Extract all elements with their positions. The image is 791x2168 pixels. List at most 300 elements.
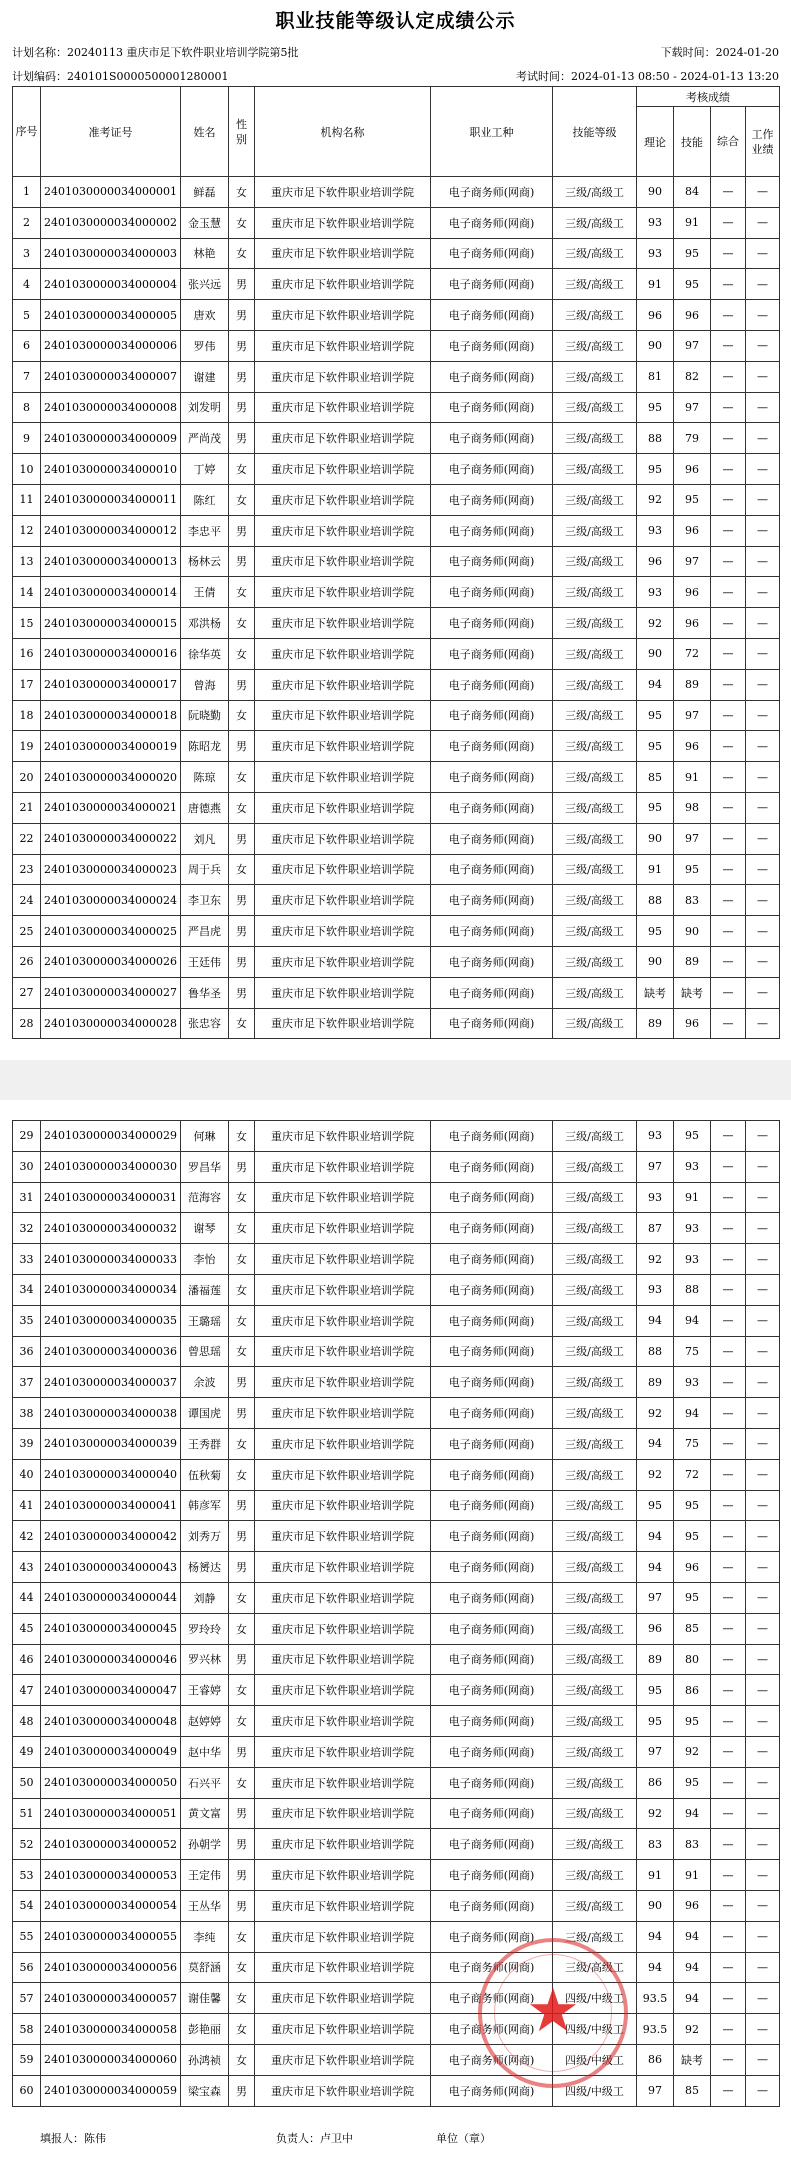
- cell-name: 刘凡: [181, 823, 229, 854]
- cell-theory: 88: [637, 885, 674, 916]
- cell-gender: 女: [229, 577, 255, 608]
- cell-job: 电子商务师(网商): [431, 238, 553, 269]
- cell-job: 电子商务师(网商): [431, 1582, 553, 1613]
- cell-ticket: 2401030000034000009: [41, 423, 181, 454]
- cell-skill: 93: [674, 1244, 711, 1275]
- cell-perf: —: [746, 1521, 780, 1552]
- cell-org: 重庆市足下软件职业培训学院: [255, 946, 431, 977]
- cell-org: 重庆市足下软件职业培训学院: [255, 2075, 431, 2106]
- cell-job: 电子商务师(网商): [431, 423, 553, 454]
- cell-theory: 94: [637, 1305, 674, 1336]
- cell-gender: 女: [229, 1428, 255, 1459]
- cell-org: 重庆市足下软件职业培训学院: [255, 1952, 431, 1983]
- cell-level: 三级/高级工: [553, 1736, 637, 1767]
- table-row: [13, 1213, 780, 1244]
- cell-org: 重庆市足下软件职业培训学院: [255, 1244, 431, 1275]
- cell-gender: 女: [229, 1767, 255, 1798]
- cell-perf: —: [746, 1336, 780, 1367]
- cell-perf: —: [746, 392, 780, 423]
- col-level: 技能等级: [553, 87, 637, 177]
- cell-level: 三级/高级工: [553, 361, 637, 392]
- col-performance: 工作业绩: [746, 107, 780, 177]
- table-row: [13, 608, 780, 639]
- cell-job: 电子商务师(网商): [431, 1521, 553, 1552]
- col-comprehensive: 综合: [711, 107, 746, 177]
- cell-org: 重庆市足下软件职业培训学院: [255, 977, 431, 1008]
- cell-comp: —: [711, 361, 746, 392]
- cell-gender: 女: [229, 177, 255, 208]
- cell-gender: 男: [229, 300, 255, 331]
- table-row: [13, 361, 780, 392]
- cell-skill: 93: [674, 1213, 711, 1244]
- cell-comp: —: [711, 392, 746, 423]
- cell-gender: 女: [229, 1613, 255, 1644]
- cell-comp: —: [711, 1552, 746, 1583]
- cell-name: 王璐瑶: [181, 1305, 229, 1336]
- cell-perf: —: [746, 1213, 780, 1244]
- table-row: [13, 669, 780, 700]
- cell-comp: —: [711, 1767, 746, 1798]
- table-row: [13, 1952, 780, 1983]
- cell-seq: 25: [13, 916, 41, 947]
- cell-ticket: 2401030000034000016: [41, 638, 181, 669]
- cell-gender: 男: [229, 1798, 255, 1829]
- cell-seq: 44: [13, 1582, 41, 1613]
- cell-gender: 女: [229, 854, 255, 885]
- cell-skill: 94: [674, 1921, 711, 1952]
- cell-skill: 95: [674, 1706, 711, 1737]
- cell-seq: 1: [13, 177, 41, 208]
- cell-seq: 46: [13, 1644, 41, 1675]
- cell-perf: —: [746, 1613, 780, 1644]
- cell-theory: 95: [637, 916, 674, 947]
- cell-comp: —: [711, 484, 746, 515]
- cell-ticket: 2401030000034000021: [41, 792, 181, 823]
- cell-ticket: 2401030000034000051: [41, 1798, 181, 1829]
- cell-ticket: 2401030000034000028: [41, 1008, 181, 1039]
- cell-job: 电子商务师(网商): [431, 700, 553, 731]
- cell-perf: —: [746, 1675, 780, 1706]
- cell-seq: 31: [13, 1182, 41, 1213]
- cell-comp: —: [711, 1008, 746, 1039]
- cell-name: 曾海: [181, 669, 229, 700]
- cell-skill: 72: [674, 1459, 711, 1490]
- cell-ticket: 2401030000034000054: [41, 1890, 181, 1921]
- cell-org: 重庆市足下软件职业培训学院: [255, 608, 431, 639]
- cell-level: 三级/高级工: [553, 1798, 637, 1829]
- cell-job: 电子商务师(网商): [431, 515, 553, 546]
- cell-perf: —: [746, 2075, 780, 2106]
- cell-perf: —: [746, 2014, 780, 2045]
- cell-perf: —: [746, 577, 780, 608]
- cell-perf: —: [746, 1151, 780, 1182]
- cell-comp: —: [711, 638, 746, 669]
- cell-name: 谢建: [181, 361, 229, 392]
- cell-perf: —: [746, 823, 780, 854]
- cell-perf: —: [746, 300, 780, 331]
- cell-ticket: 2401030000034000034: [41, 1274, 181, 1305]
- cell-perf: —: [746, 1274, 780, 1305]
- cell-skill: 97: [674, 392, 711, 423]
- cell-gender: 女: [229, 1336, 255, 1367]
- cell-name: 韩彦军: [181, 1490, 229, 1521]
- cell-ticket: 2401030000034000018: [41, 700, 181, 731]
- cell-comp: —: [711, 177, 746, 208]
- cell-perf: —: [746, 1890, 780, 1921]
- table-row: [13, 1582, 780, 1613]
- cell-theory: 91: [637, 269, 674, 300]
- cell-ticket: 2401030000034000047: [41, 1675, 181, 1706]
- cell-perf: —: [746, 854, 780, 885]
- cell-name: 鲁华圣: [181, 977, 229, 1008]
- cell-perf: —: [746, 1798, 780, 1829]
- cell-name: 严昌虎: [181, 916, 229, 947]
- cell-ticket: 2401030000034000031: [41, 1182, 181, 1213]
- table-row: [13, 946, 780, 977]
- responsible: 负责人：卢卫中: [276, 2132, 353, 2145]
- cell-perf: —: [746, 1008, 780, 1039]
- cell-level: 四级/中级工: [553, 2075, 637, 2106]
- cell-seq: 39: [13, 1428, 41, 1459]
- cell-seq: 15: [13, 608, 41, 639]
- cell-org: 重庆市足下软件职业培训学院: [255, 207, 431, 238]
- cell-ticket: 2401030000034000027: [41, 977, 181, 1008]
- cell-comp: —: [711, 731, 746, 762]
- cell-perf: —: [746, 1428, 780, 1459]
- cell-org: 重庆市足下软件职业培训学院: [255, 1921, 431, 1952]
- table-row: [13, 1983, 780, 2014]
- cell-theory: 95: [637, 700, 674, 731]
- cell-theory: 89: [637, 1367, 674, 1398]
- cell-name: 谢佳馨: [181, 1983, 229, 2014]
- cell-name: 范海容: [181, 1182, 229, 1213]
- cell-gender: 女: [229, 1675, 255, 1706]
- cell-level: 三级/高级工: [553, 731, 637, 762]
- cell-seq: 20: [13, 762, 41, 793]
- cell-org: 重庆市足下软件职业培训学院: [255, 1008, 431, 1039]
- cell-org: 重庆市足下软件职业培训学院: [255, 238, 431, 269]
- cell-comp: —: [711, 207, 746, 238]
- cell-level: 三级/高级工: [553, 577, 637, 608]
- cell-seq: 57: [13, 1983, 41, 2014]
- table-row: [13, 823, 780, 854]
- cell-ticket: 2401030000034000059: [41, 2075, 181, 2106]
- table-row: [13, 1675, 780, 1706]
- cell-name: 杨赟达: [181, 1552, 229, 1583]
- cell-level: 三级/高级工: [553, 1008, 637, 1039]
- cell-gender: 女: [229, 700, 255, 731]
- cell-perf: —: [746, 269, 780, 300]
- cell-org: 重庆市足下软件职业培训学院: [255, 1644, 431, 1675]
- cell-level: 三级/高级工: [553, 1767, 637, 1798]
- cell-job: 电子商务师(网商): [431, 2044, 553, 2075]
- cell-theory: 95: [637, 731, 674, 762]
- table-row: [13, 238, 780, 269]
- cell-ticket: 2401030000034000043: [41, 1552, 181, 1583]
- cell-level: 三级/高级工: [553, 1706, 637, 1737]
- cell-perf: —: [746, 546, 780, 577]
- cell-seq: 45: [13, 1613, 41, 1644]
- cell-gender: 女: [229, 638, 255, 669]
- cell-theory: 93: [637, 577, 674, 608]
- cell-theory: 94: [637, 1952, 674, 1983]
- cell-level: 三级/高级工: [553, 454, 637, 485]
- cell-job: 电子商务师(网商): [431, 577, 553, 608]
- cell-ticket: 2401030000034000030: [41, 1151, 181, 1182]
- cell-seq: 3: [13, 238, 41, 269]
- table-row: [13, 2075, 780, 2106]
- cell-name: 李怡: [181, 1244, 229, 1275]
- cell-skill: 95: [674, 1767, 711, 1798]
- cell-ticket: 2401030000034000029: [41, 1121, 181, 1152]
- cell-perf: —: [746, 1490, 780, 1521]
- cell-seq: 18: [13, 700, 41, 731]
- cell-level: 三级/高级工: [553, 1213, 637, 1244]
- cell-seq: 49: [13, 1736, 41, 1767]
- cell-gender: 男: [229, 916, 255, 947]
- table-row: [13, 1336, 780, 1367]
- col-theory: 理论: [637, 107, 674, 177]
- cell-comp: —: [711, 1398, 746, 1429]
- cell-perf: —: [746, 1983, 780, 2014]
- cell-job: 电子商务师(网商): [431, 946, 553, 977]
- cell-comp: —: [711, 946, 746, 977]
- cell-perf: —: [746, 731, 780, 762]
- cell-org: 重庆市足下软件职业培训学院: [255, 2044, 431, 2075]
- cell-gender: 男: [229, 669, 255, 700]
- cell-org: 重庆市足下软件职业培训学院: [255, 1367, 431, 1398]
- cell-ticket: 2401030000034000037: [41, 1367, 181, 1398]
- cell-name: 余波: [181, 1367, 229, 1398]
- cell-name: 伍秋菊: [181, 1459, 229, 1490]
- cell-seq: 14: [13, 577, 41, 608]
- cell-level: 三级/高级工: [553, 546, 637, 577]
- cell-comp: —: [711, 1706, 746, 1737]
- table-row: [13, 1459, 780, 1490]
- cell-comp: —: [711, 1644, 746, 1675]
- cell-theory: 92: [637, 1398, 674, 1429]
- cell-level: 三级/高级工: [553, 1552, 637, 1583]
- cell-org: 重庆市足下软件职业培训学院: [255, 330, 431, 361]
- cell-gender: 女: [229, 1983, 255, 2014]
- cell-perf: —: [746, 515, 780, 546]
- cell-gender: 女: [229, 2014, 255, 2045]
- cell-level: 三级/高级工: [553, 916, 637, 947]
- cell-comp: —: [711, 916, 746, 947]
- cell-gender: 男: [229, 515, 255, 546]
- cell-theory: 92: [637, 484, 674, 515]
- cell-comp: —: [711, 977, 746, 1008]
- table-row: [13, 885, 780, 916]
- cell-seq: 28: [13, 1008, 41, 1039]
- cell-job: 电子商务师(网商): [431, 546, 553, 577]
- cell-level: 三级/高级工: [553, 1274, 637, 1305]
- cell-gender: 女: [229, 1952, 255, 1983]
- cell-perf: —: [746, 484, 780, 515]
- cell-ticket: 2401030000034000041: [41, 1490, 181, 1521]
- cell-comp: —: [711, 823, 746, 854]
- cell-skill: 75: [674, 1336, 711, 1367]
- cell-name: 梁宝森: [181, 2075, 229, 2106]
- cell-level: 三级/高级工: [553, 1367, 637, 1398]
- cell-skill: 89: [674, 669, 711, 700]
- cell-gender: 女: [229, 792, 255, 823]
- cell-job: 电子商务师(网商): [431, 1767, 553, 1798]
- cell-org: 重庆市足下软件职业培训学院: [255, 269, 431, 300]
- cell-level: 四级/中级工: [553, 2014, 637, 2045]
- cell-skill: 96: [674, 608, 711, 639]
- cell-skill: 85: [674, 1613, 711, 1644]
- cell-name: 林艳: [181, 238, 229, 269]
- cell-org: 重庆市足下软件职业培训学院: [255, 1613, 431, 1644]
- table-row: [13, 1121, 780, 1152]
- cell-theory: 93.5: [637, 1983, 674, 2014]
- cell-name: 曾思瑶: [181, 1336, 229, 1367]
- plan-code: 计划编码：240101S0000500001280001: [12, 70, 229, 83]
- cell-level: 三级/高级工: [553, 669, 637, 700]
- table-row: [13, 1767, 780, 1798]
- table-row: [13, 1552, 780, 1583]
- cell-comp: —: [711, 1459, 746, 1490]
- cell-skill: 95: [674, 854, 711, 885]
- cell-ticket: 2401030000034000050: [41, 1767, 181, 1798]
- cell-comp: —: [711, 669, 746, 700]
- cell-skill: 91: [674, 762, 711, 793]
- table-row: [13, 916, 780, 947]
- cell-name: 张兴远: [181, 269, 229, 300]
- cell-perf: —: [746, 1182, 780, 1213]
- cell-theory: 89: [637, 1008, 674, 1039]
- cell-name: 彭艳丽: [181, 2014, 229, 2045]
- table-row: [13, 1274, 780, 1305]
- cell-skill: 86: [674, 1675, 711, 1706]
- cell-ticket: 2401030000034000013: [41, 546, 181, 577]
- cell-comp: —: [711, 1860, 746, 1891]
- cell-seq: 54: [13, 1890, 41, 1921]
- cell-job: 电子商务师(网商): [431, 1274, 553, 1305]
- cell-comp: —: [711, 423, 746, 454]
- cell-org: 重庆市足下软件职业培训学院: [255, 1582, 431, 1613]
- cell-ticket: 2401030000034000011: [41, 484, 181, 515]
- table-row: [13, 300, 780, 331]
- cell-name: 唐德燕: [181, 792, 229, 823]
- cell-level: 三级/高级工: [553, 1490, 637, 1521]
- cell-seq: 36: [13, 1336, 41, 1367]
- cell-theory: 94: [637, 1428, 674, 1459]
- table-row: [13, 1706, 780, 1737]
- table-row: [13, 423, 780, 454]
- cell-seq: 29: [13, 1121, 41, 1152]
- cell-seq: 2: [13, 207, 41, 238]
- cell-gender: 女: [229, 1706, 255, 1737]
- table-row: [13, 700, 780, 731]
- cell-comp: —: [711, 1274, 746, 1305]
- cell-level: 三级/高级工: [553, 1521, 637, 1552]
- cell-org: 重庆市足下软件职业培训学院: [255, 1829, 431, 1860]
- cell-org: 重庆市足下软件职业培训学院: [255, 1336, 431, 1367]
- cell-org: 重庆市足下软件职业培训学院: [255, 854, 431, 885]
- cell-name: 邓洪杨: [181, 608, 229, 639]
- cell-job: 电子商务师(网商): [431, 1008, 553, 1039]
- cell-perf: —: [746, 423, 780, 454]
- cell-ticket: 2401030000034000036: [41, 1336, 181, 1367]
- cell-ticket: 2401030000034000012: [41, 515, 181, 546]
- table-row: [13, 484, 780, 515]
- cell-seq: 55: [13, 1921, 41, 1952]
- cell-seq: 58: [13, 2014, 41, 2045]
- cell-perf: —: [746, 638, 780, 669]
- cell-job: 电子商务师(网商): [431, 1675, 553, 1706]
- cell-ticket: 2401030000034000058: [41, 2014, 181, 2045]
- cell-comp: —: [711, 1983, 746, 2014]
- cell-theory: 92: [637, 608, 674, 639]
- cell-skill: 95: [674, 238, 711, 269]
- cell-ticket: 2401030000034000022: [41, 823, 181, 854]
- cell-job: 电子商务师(网商): [431, 330, 553, 361]
- cell-ticket: 2401030000034000045: [41, 1613, 181, 1644]
- cell-org: 重庆市足下软件职业培训学院: [255, 1983, 431, 2014]
- cell-org: 重庆市足下软件职业培训学院: [255, 669, 431, 700]
- cell-comp: —: [711, 792, 746, 823]
- cell-level: 三级/高级工: [553, 330, 637, 361]
- cell-theory: 90: [637, 1890, 674, 1921]
- cell-perf: —: [746, 608, 780, 639]
- cell-seq: 38: [13, 1398, 41, 1429]
- cell-theory: 95: [637, 1675, 674, 1706]
- cell-gender: 女: [229, 1305, 255, 1336]
- cell-skill: 94: [674, 1952, 711, 1983]
- cell-seq: 16: [13, 638, 41, 669]
- cell-skill: 97: [674, 700, 711, 731]
- cell-name: 罗兴林: [181, 1644, 229, 1675]
- table-row: [13, 577, 780, 608]
- cell-name: 陈琼: [181, 762, 229, 793]
- cell-theory: 85: [637, 762, 674, 793]
- cell-ticket: 2401030000034000004: [41, 269, 181, 300]
- cell-gender: 女: [229, 454, 255, 485]
- cell-comp: —: [711, 1428, 746, 1459]
- cell-skill: 95: [674, 269, 711, 300]
- table-row: [13, 515, 780, 546]
- cell-skill: 94: [674, 1798, 711, 1829]
- cell-job: 电子商务师(网商): [431, 1644, 553, 1675]
- cell-seq: 53: [13, 1860, 41, 1891]
- cell-job: 电子商务师(网商): [431, 1213, 553, 1244]
- cell-perf: —: [746, 1552, 780, 1583]
- table-row: [13, 1244, 780, 1275]
- cell-comp: —: [711, 1582, 746, 1613]
- cell-perf: —: [746, 1767, 780, 1798]
- cell-org: 重庆市足下软件职业培训学院: [255, 546, 431, 577]
- cell-theory: 95: [637, 392, 674, 423]
- cell-theory: 95: [637, 1706, 674, 1737]
- cell-level: 三级/高级工: [553, 484, 637, 515]
- cell-skill: 94: [674, 1305, 711, 1336]
- table-row: [13, 1736, 780, 1767]
- table-row: [13, 330, 780, 361]
- cell-org: 重庆市足下软件职业培训学院: [255, 1182, 431, 1213]
- cell-ticket: 2401030000034000020: [41, 762, 181, 793]
- cell-gender: 男: [229, 269, 255, 300]
- cell-perf: —: [746, 361, 780, 392]
- cell-perf: —: [746, 1305, 780, 1336]
- cell-skill: 96: [674, 515, 711, 546]
- cell-name: 陈昭龙: [181, 731, 229, 762]
- cell-ticket: 2401030000034000015: [41, 608, 181, 639]
- cell-org: 重庆市足下软件职业培训学院: [255, 1151, 431, 1182]
- cell-theory: 92: [637, 1798, 674, 1829]
- cell-comp: —: [711, 608, 746, 639]
